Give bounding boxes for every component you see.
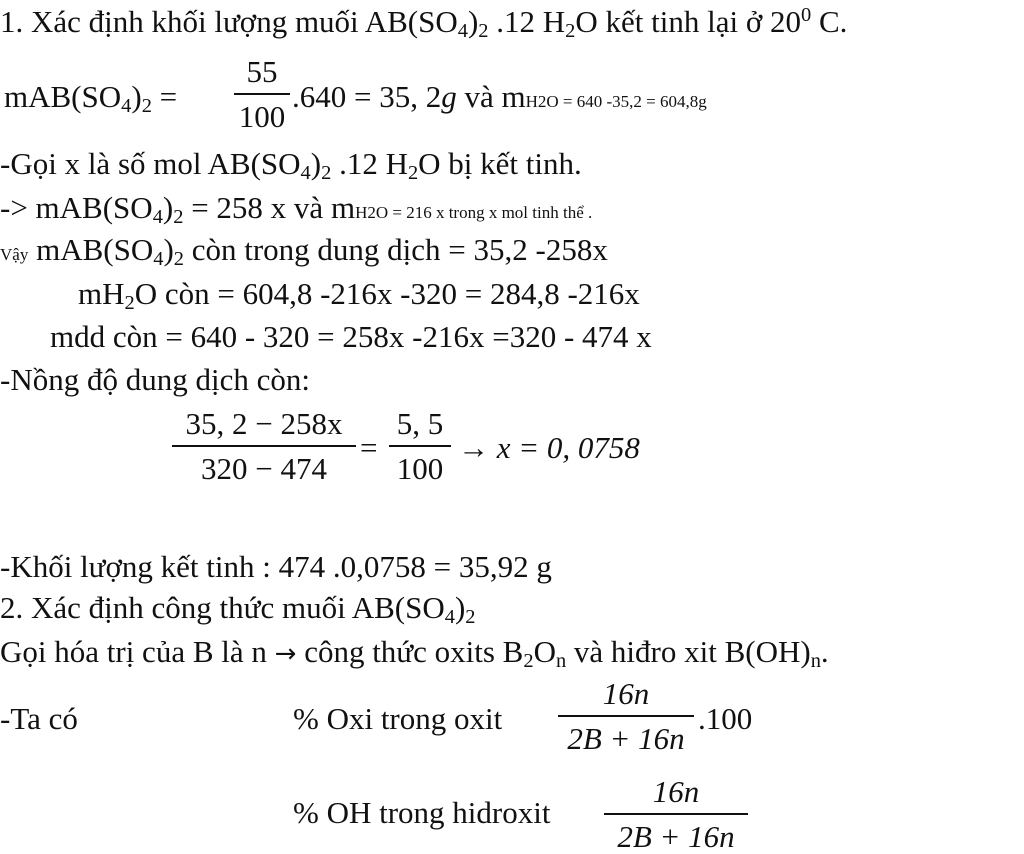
denominator: 2B + 16n	[567, 721, 685, 756]
sub: 2	[565, 20, 576, 43]
text: .12 H	[488, 4, 566, 39]
text: =	[151, 79, 178, 114]
text: .640 = 35, 2	[292, 79, 442, 114]
text: )	[310, 146, 322, 181]
sub: 4	[444, 606, 455, 629]
text: O bị kết tinh.	[418, 146, 582, 181]
text: g	[441, 79, 457, 114]
sub: n	[555, 650, 567, 673]
numerator: 35, 2 − 258x	[185, 406, 343, 441]
sub: 2	[141, 95, 152, 118]
fraction-5-5-100	[389, 408, 451, 484]
sub: 2	[124, 292, 135, 315]
arrow-icon: →	[274, 639, 297, 669]
sub: 2	[523, 650, 534, 673]
line-10	[0, 551, 552, 582]
text: % OH trong hidroxit	[293, 795, 551, 830]
sub: 4	[300, 162, 311, 185]
sup: 0	[800, 3, 812, 26]
numerator: 55	[246, 54, 278, 89]
sub: 2	[478, 20, 489, 43]
text: -Gọi x là số mol AB(SO	[0, 146, 301, 181]
arrow-icon: →	[458, 430, 489, 465]
text: )	[163, 232, 174, 267]
text: % Oxi trong oxit	[293, 701, 503, 736]
sub: 2	[321, 162, 332, 185]
text: 1. Xác định khối lượng muối AB(SO	[0, 4, 458, 39]
denominator: 100	[238, 99, 286, 134]
denominator: 2B + 16n	[617, 819, 735, 854]
sub: 2	[465, 606, 476, 629]
text: = 258 x và m	[183, 190, 356, 225]
numerator: 16n	[652, 774, 700, 809]
numerator: 5, 5	[396, 406, 444, 441]
line-9-result	[458, 432, 640, 463]
text: .100	[698, 701, 753, 736]
text: 2. Xác định công thức muối AB(SO	[0, 590, 445, 625]
text: O còn = 604,8 -216x -320 = 284,8 -216x	[134, 276, 640, 311]
text: Gọi hóa trị của B là n	[0, 634, 275, 669]
fraction-55-100	[234, 56, 290, 132]
denominator: 100	[396, 451, 444, 486]
line-6	[78, 276, 640, 315]
sub: 4	[153, 248, 164, 271]
text: còn trong dung dịch = 35,2 -258x	[183, 232, 608, 267]
text: mAB(SO	[28, 232, 154, 267]
fraction-concentration	[172, 408, 356, 484]
line-11	[0, 590, 476, 629]
text: -Khối lượng kết tinh : 474 .0,0758 = 35,92 g	[0, 549, 552, 584]
text: -Ta có	[0, 701, 78, 736]
line-13-label	[0, 703, 78, 734]
text: )	[162, 190, 174, 225]
text: )	[131, 79, 142, 114]
sub: 4	[121, 95, 132, 118]
small-text: H2O = 216 x trong x mol tinh thể .	[355, 203, 593, 222]
text: mAB(SO	[4, 79, 122, 114]
line-1	[0, 3, 848, 43]
sub: n	[810, 650, 821, 673]
text: x = 0, 0758	[496, 430, 640, 465]
text: .	[820, 634, 829, 669]
text: mH	[78, 276, 125, 311]
sub: 2	[173, 248, 184, 271]
text: O	[533, 634, 556, 669]
text: -> mAB(SO	[0, 190, 153, 225]
text: và hiđro xit B(OH)	[566, 634, 811, 669]
sub: 4	[457, 20, 468, 43]
line-8	[0, 364, 310, 395]
numerator: 16n	[602, 676, 650, 711]
line-3	[0, 146, 582, 185]
text: và m	[456, 79, 526, 114]
text: C.	[811, 4, 848, 39]
fraction-oxi	[558, 678, 694, 754]
text: mdd còn = 640 - 320 = 258x -216x =320 - 474 x	[50, 319, 652, 354]
text: -Nồng độ dung dịch còn:	[0, 362, 310, 397]
line-4	[0, 190, 593, 229]
fraction-oh	[604, 776, 748, 852]
denominator: 320 − 474	[201, 451, 327, 486]
text: )	[467, 4, 479, 39]
line-5	[0, 232, 608, 271]
line-2-result	[292, 81, 707, 112]
text: công thức oxits B	[296, 634, 524, 669]
line-7	[50, 321, 652, 352]
sub: 2	[173, 206, 184, 229]
small-text: Vậy	[0, 245, 29, 264]
small-text: H2O = 640 -35,2 = 604,8g	[525, 92, 707, 111]
text: O kết tinh lại ở 20	[575, 4, 801, 39]
text: )	[454, 590, 466, 625]
sub: 2	[407, 162, 419, 185]
sub: 4	[152, 206, 163, 229]
line-12	[0, 634, 829, 673]
equals-sign: =	[360, 430, 378, 465]
text: .12 H	[331, 146, 408, 181]
line-2	[4, 79, 178, 118]
